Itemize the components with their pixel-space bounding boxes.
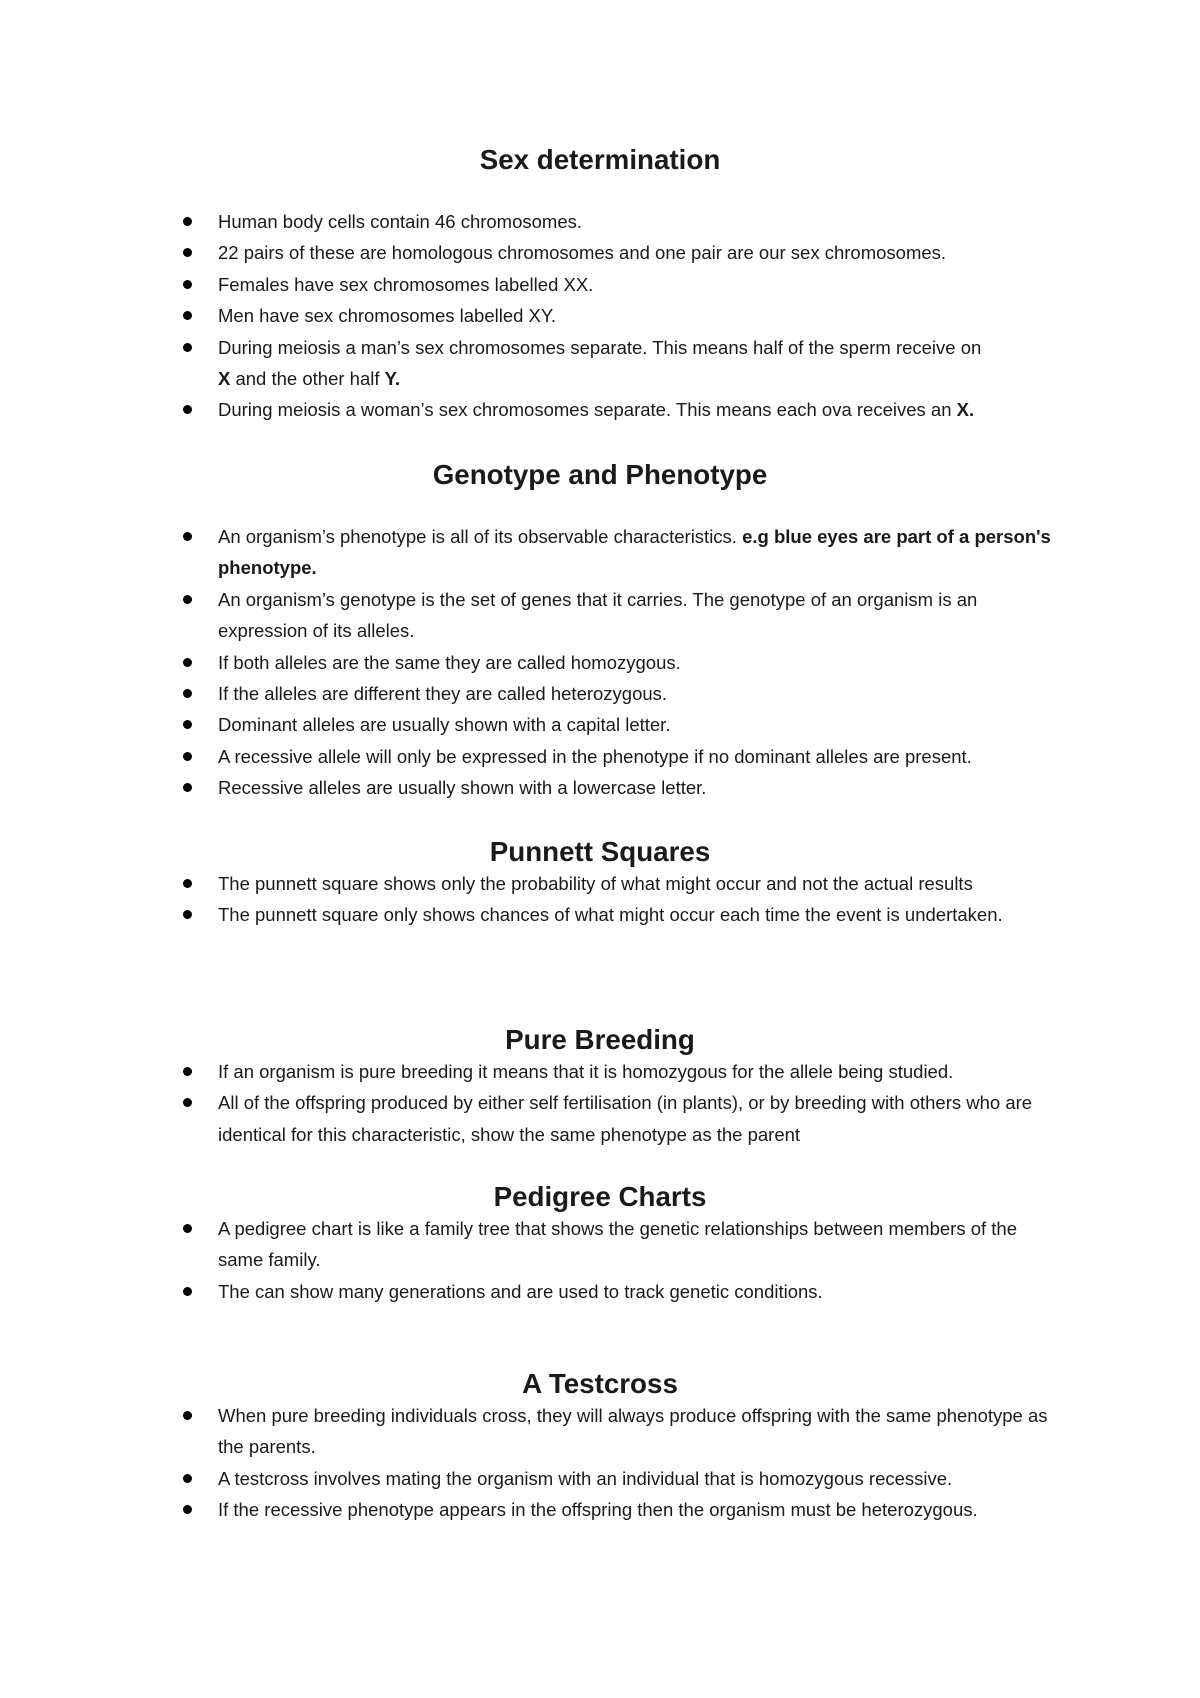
bullet-item: Recessive alleles are usually shown with a lowercase letter.	[0, 772, 1058, 803]
bullet-item: Human body cells contain 46 chromosomes.	[0, 206, 1058, 237]
bullet-item: If an organism is pure breeding it means that it is homozygous for the allele being studied.	[0, 1056, 1058, 1087]
bullet-list	[0, 1056, 1200, 1150]
bullet-item: A testcross involves mating the organism with an individual that is homozygous recessive.	[0, 1463, 1058, 1494]
bullet-item: 22 pairs of these are homologous chromosomes and one pair are our sex chromosomes.	[0, 237, 1058, 268]
section-punnett-squares	[0, 838, 1200, 931]
bullet-list	[0, 521, 1200, 804]
bullet-item: If the alleles are different they are called heterozygous.	[0, 678, 1058, 709]
bullet-list	[0, 868, 1200, 931]
bullet-item: Men have sex chromosomes labelled XY.	[0, 300, 1058, 331]
section-heading: A Testcross	[522, 1368, 678, 1399]
bullet-item: During meiosis a woman’s sex chromosomes separate. This means each ova receives an X.	[0, 394, 1058, 425]
bullet-item: The can show many generations and are used to track genetic conditions.	[0, 1276, 1058, 1307]
section-sex-determination	[0, 146, 1200, 426]
bullet-item: An organism’s genotype is the set of genes that it carries. The genotype of an organism is an expression of its alleles.	[0, 584, 1058, 647]
bullet-list	[0, 1213, 1200, 1307]
bullet-item: All of the offspring produced by either self fertilisation (in plants), or by breeding with others who are identical for this characteristic, show the same phenotype as the parent	[0, 1087, 1058, 1150]
bullet-item: Dominant alleles are usually shown with a capital letter.	[0, 709, 1058, 740]
bullet-list	[0, 1400, 1200, 1526]
section-heading: Pedigree Charts	[493, 1181, 707, 1212]
section-heading: Pure Breeding	[505, 1024, 695, 1055]
section-heading: Genotype and Phenotype	[432, 459, 768, 490]
bullet-item: During meiosis a man’s sex chromosomes separate. This means half of the sperm receive on X and the other half Y.	[0, 332, 1058, 395]
bullet-item: The punnett square shows only the probability of what might occur and not the actual results	[0, 868, 1058, 899]
bullet-item: A pedigree chart is like a family tree that shows the genetic relationships between members of the same family.	[0, 1213, 1058, 1276]
bullet-item: If both alleles are the same they are called homozygous.	[0, 647, 1058, 678]
bullet-item: A recessive allele will only be expressed in the phenotype if no dominant alleles are present.	[0, 741, 1058, 772]
bullet-item: When pure breeding individuals cross, they will always produce offspring with the same phenotype as the parents.	[0, 1400, 1058, 1463]
bullet-item: If the recessive phenotype appears in the offspring then the organism must be heterozygous.	[0, 1494, 1058, 1525]
section-heading: Punnett Squares	[489, 836, 711, 867]
section-genotype-phenotype	[0, 461, 1200, 804]
section-pure-breeding	[0, 1026, 1200, 1150]
bullet-item: Females have sex chromosomes labelled XX.	[0, 269, 1058, 300]
section-pedigree-charts	[0, 1183, 1200, 1307]
bullet-item: The punnett square only shows chances of what might occur each time the event is undertaken.	[0, 899, 1058, 930]
section-heading: Sex determination	[479, 144, 721, 175]
bullet-list	[0, 206, 1200, 426]
section-testcross	[0, 1370, 1200, 1526]
bullet-item: An organism’s phenotype is all of its observable characteristics. e.g blue eyes are part of a person's phenotype.	[0, 521, 1058, 584]
